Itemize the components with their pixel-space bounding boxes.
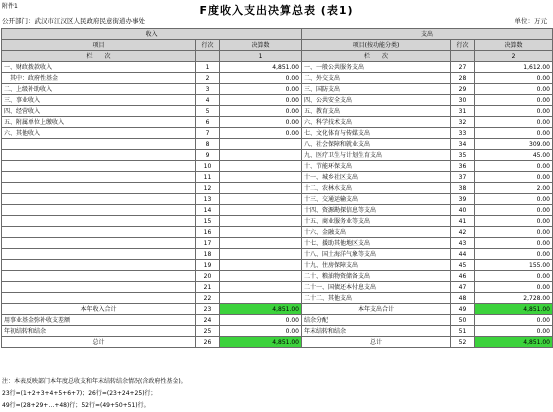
income-amount [220,282,302,293]
expense-row-no: 38 [451,183,475,194]
table-row [2,205,553,216]
income-row-no: 12 [196,183,220,194]
expense-item: 结余分配 [302,315,451,326]
table-row [2,249,553,260]
expense-row-no: 41 [451,216,475,227]
expense-row-no: 27 [451,62,475,73]
expense-item: 十三、交通运输支出 [302,194,451,205]
income-amount [220,293,302,304]
expense-item: 二十、粮油物资储备支出 [302,271,451,282]
income-row-no: 26 [196,337,220,348]
expense-amount: 0.00 [475,238,553,249]
income-row-no: 1 [196,62,220,73]
income-amount [220,205,302,216]
income-amount: 0.00 [220,73,302,84]
expense-item: 十七、援助其他地区支出 [302,238,451,249]
expense-amount: 0.00 [475,249,553,260]
expense-item: 九、医疗卫生与计划生育支出 [302,150,451,161]
expense-bar-label: 栏 次 [302,51,451,62]
expense-amount: 0.00 [475,216,553,227]
table-row [2,238,553,249]
expense-row-no-header: 行次 [451,40,475,51]
expense-amount: 0.00 [475,326,553,337]
income-amount [220,216,302,227]
income-item [2,216,196,227]
income-amount: 4,851.00 [220,304,302,315]
expense-item: 十二、农林水支出 [302,183,451,194]
expense-amount: 2,728.00 [475,293,553,304]
income-row-no: 20 [196,271,220,282]
table-row [2,216,553,227]
note-line: 49行=(28+29+…+48)行；52行=(49+50+51)行。 [2,402,150,409]
expense-amount: 0.00 [475,161,553,172]
income-amount: 4,851.00 [220,62,302,73]
income-row-no: 9 [196,150,220,161]
expense-row-no: 36 [451,161,475,172]
income-amount [220,194,302,205]
expense-row-no: 37 [451,172,475,183]
income-amount [220,271,302,282]
expense-amount: 0.00 [475,106,553,117]
expense-item: 一、一般公共服务支出 [302,62,451,73]
income-item [2,172,196,183]
page-title: F度收入支出决算总表 (表1) [199,4,354,17]
notes [2,376,187,412]
expense-row-no: 42 [451,227,475,238]
expense-amount: 155.00 [475,260,553,271]
expense-item: 三、国防支出 [302,84,451,95]
expense-row-no: 31 [451,106,475,117]
income-item [2,139,196,150]
income-item: 五、附属单位上缴收入 [2,117,196,128]
expense-amount-header: 决算数 [475,40,553,51]
expense-item: 二十二、其他支出 [302,293,451,304]
income-row-no: 18 [196,249,220,260]
income-row-no: 10 [196,161,220,172]
table-row [2,139,553,150]
expense-row-no: 52 [451,337,475,348]
table-row [2,227,553,238]
income-amount [220,238,302,249]
income-header: 收入 [2,29,302,40]
expense-amount: 0.00 [475,282,553,293]
income-item [2,238,196,249]
note-line: 23行=(1+2+3+4+5+6+7)；26行=(23+24+25)行； [2,390,157,397]
table-row [2,106,553,117]
income-item-header: 项目 [2,40,196,51]
income-amount [220,227,302,238]
income-row-no: 8 [196,139,220,150]
income-amount: 0.00 [220,315,302,326]
expense-row-no: 39 [451,194,475,205]
income-row-no: 24 [196,315,220,326]
expense-row-no: 40 [451,205,475,216]
income-item: 六、其他收入 [2,128,196,139]
income-amount: 0.00 [220,106,302,117]
table-row [2,128,553,139]
income-amount: 0.00 [220,326,302,337]
table-row [2,282,553,293]
expense-row-no: 43 [451,238,475,249]
expense-item: 十五、商业服务业等支出 [302,216,451,227]
expense-amount: 0.00 [475,95,553,106]
expense-row-no: 32 [451,117,475,128]
income-row-no: 2 [196,73,220,84]
table-row [2,150,553,161]
income-amount [220,172,302,183]
table-row [2,161,553,172]
expense-row-no: 33 [451,128,475,139]
income-item [2,282,196,293]
income-amount [220,183,302,194]
department-label: 公开部门：武汉市江汉区人民政府民意街道办事处 [2,17,145,25]
income-item: 年初结转和结余 [2,326,196,337]
expense-row-no: 29 [451,84,475,95]
header-row-columns [2,40,553,51]
income-amount-header: 决算数 [220,40,302,51]
table-row [2,304,553,315]
expense-col-number: 2 [475,51,553,62]
expense-amount: 2.00 [475,183,553,194]
expense-item-header: 项目(按功能分类) [302,40,451,51]
expense-item: 十四、资源勘探信息等支出 [302,205,451,216]
income-item [2,227,196,238]
income-item [2,205,196,216]
expense-amount: 309.00 [475,139,553,150]
header-row-sections [2,29,553,40]
income-item [2,161,196,172]
income-item [2,260,196,271]
expense-amount: 0.00 [475,227,553,238]
expense-row-no: 51 [451,326,475,337]
income-item: 总计 [2,337,196,348]
expense-row-no: 35 [451,150,475,161]
income-item: 其中：政府性基金 [2,73,196,84]
expense-amount: 0.00 [475,128,553,139]
income-row-no: 15 [196,216,220,227]
expense-item: 年末结转和结余 [302,326,451,337]
expense-row-no: 46 [451,271,475,282]
expense-item: 十九、住房保障支出 [302,260,451,271]
expense-row-no: 28 [451,73,475,84]
income-item [2,150,196,161]
income-col-number: 1 [220,51,302,62]
income-amount: 0.00 [220,128,302,139]
expense-item: 四、公共安全支出 [302,95,451,106]
table-row [2,271,553,282]
expense-item: 总计 [302,337,451,348]
expense-item: 本年支出合计 [302,304,451,315]
income-row-no: 7 [196,128,220,139]
expense-amount: 0.00 [475,73,553,84]
income-row-no: 19 [196,260,220,271]
expense-amount: 4,851.00 [475,337,553,348]
expense-amount: 0.00 [475,315,553,326]
income-row-no: 16 [196,227,220,238]
income-row-no: 5 [196,106,220,117]
income-item [2,293,196,304]
income-amount: 0.00 [220,95,302,106]
income-amount: 0.00 [220,117,302,128]
table-row [2,183,553,194]
expense-row-no: 49 [451,304,475,315]
expense-row-no: 30 [451,95,475,106]
expense-row-no: 45 [451,260,475,271]
expense-item: 十八、国土海洋气象等支出 [302,249,451,260]
income-amount: 4,851.00 [220,337,302,348]
table-row [2,260,553,271]
income-amount [220,249,302,260]
expense-amount: 0.00 [475,84,553,95]
expense-amount: 4,851.00 [475,304,553,315]
note-line: 注：本表反映部门本年度总收支和年末结转结余情况(含政府性基金)。 [2,378,187,385]
income-amount [220,161,302,172]
expense-row-no: 44 [451,249,475,260]
income-item: 二、上级补助收入 [2,84,196,95]
income-item [2,183,196,194]
expense-bar-empty [451,51,475,62]
table-row [2,293,553,304]
income-item: 用事业基金弥补收支差额 [2,315,196,326]
table-row [2,95,553,106]
attachment-label: 附件1 [2,3,18,10]
income-bar-empty [196,51,220,62]
expense-amount: 0.00 [475,194,553,205]
income-row-no: 3 [196,84,220,95]
income-bar-label: 栏 次 [2,51,196,62]
income-row-no: 13 [196,194,220,205]
table-row [2,84,553,95]
income-row-no: 6 [196,117,220,128]
expense-item: 十、节能环保支出 [302,161,451,172]
header-row-bar [2,51,553,62]
expense-row-no: 50 [451,315,475,326]
table-row [2,326,553,337]
income-item: 三、事业收入 [2,95,196,106]
income-row-no: 23 [196,304,220,315]
income-row-no: 17 [196,238,220,249]
income-amount: 0.00 [220,84,302,95]
expense-item: 二十一、国债还本付息支出 [302,282,451,293]
table-row [2,315,553,326]
table-row [2,117,553,128]
income-row-no: 11 [196,172,220,183]
expense-amount: 0.00 [475,117,553,128]
expense-item: 八、社会保障和就业支出 [302,139,451,150]
expense-item: 十六、金融支出 [302,227,451,238]
expense-amount: 0.00 [475,172,553,183]
table-row [2,73,553,84]
expense-item: 十一、城乡社区支出 [302,172,451,183]
income-amount [220,260,302,271]
income-amount [220,139,302,150]
income-row-no: 21 [196,282,220,293]
expense-item: 七、文化体育与传媒支出 [302,128,451,139]
expense-header: 支出 [302,29,553,40]
expense-item: 二、外交支出 [302,73,451,84]
expense-row-no: 48 [451,293,475,304]
income-item [2,194,196,205]
income-amount [220,150,302,161]
expense-row-no: 34 [451,139,475,150]
income-item: 一、财政拨款收入 [2,62,196,73]
income-row-no: 22 [196,293,220,304]
income-item: 四、经营收入 [2,106,196,117]
unit-label: 单位：万元 [514,17,547,25]
table-row [2,194,553,205]
expense-amount: 0.00 [475,205,553,216]
income-item [2,249,196,260]
income-item [2,271,196,282]
table-row [2,172,553,183]
table-row [2,337,553,348]
income-row-no-header: 行次 [196,40,220,51]
budget-table [1,28,553,348]
expense-amount: 45.00 [475,150,553,161]
income-row-no: 25 [196,326,220,337]
expense-row-no: 47 [451,282,475,293]
expense-amount: 1,612.00 [475,62,553,73]
expense-item: 六、科学技术支出 [302,117,451,128]
table-row [2,62,553,73]
income-row-no: 14 [196,205,220,216]
expense-amount: 0.00 [475,271,553,282]
expense-item: 五、教育支出 [302,106,451,117]
income-item: 本年收入合计 [2,304,196,315]
income-row-no: 4 [196,95,220,106]
